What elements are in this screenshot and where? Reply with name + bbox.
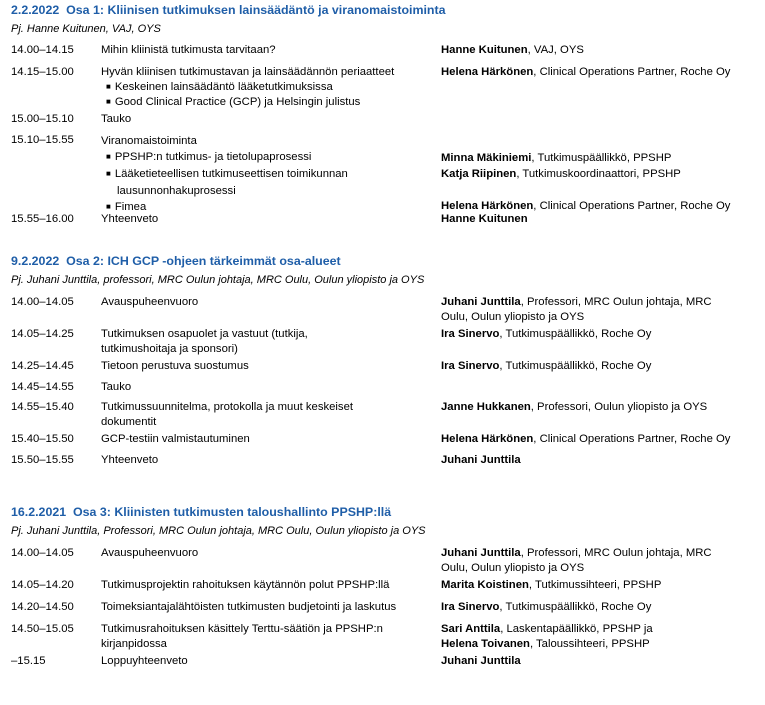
row-time: 14.55–15.40 [11,401,74,413]
section-heading: 16.2.2021 Osa 3: Kliinisten tutkimusten taloushallinto PPSHP:llä [11,505,392,519]
row-topic: Tietoon perustuva suostumus [101,360,249,372]
row-speaker: Juhani Junttila, Professori, MRC Oulun johtaja, MRC Oulu, Oulun yliopisto ja OYS [441,547,712,574]
row-speaker: Ira Sinervo, Tutkimuspäällikkö, Roche Oy [441,360,652,372]
row-time: 14.15–15.00 [11,66,74,78]
row-time: 14.00–14.15 [11,44,74,56]
row-speaker: Helena Härkönen, Clinical Operations Partner, Roche Oy [441,433,731,445]
row-speaker: Juhani Junttila [441,655,521,667]
topic-bullet: ■ Keskeinen lainsäädäntö lääketutkimuksissa [106,81,333,93]
row-topic: Yhteenveto [101,454,159,466]
row-time: 14.20–14.50 [11,601,74,613]
row-topic: Tutkimusprojektin rahoituksen käytännön polut PPSHP:llä [101,579,390,591]
row-topic: GCP-testiin valmistautuminen [101,433,250,445]
row-speaker: Marita Koistinen, Tutkimussihteeri, PPSHP [441,579,662,591]
section-chair: Pj. Hanne Kuitunen, VAJ, OYS [11,23,161,35]
row-time: 15.50–15.55 [11,454,74,466]
row-topic: Tauko [101,113,132,125]
row-speaker: Minna Mäkiniemi, Tutkimuspäällikkö, PPSHP Katja Riipinen, Tutkimuskoordinaattori, PPSHP Helena Härkönen, Clinical Operations Partner, Roche Oy [441,152,731,212]
topic-bullet: ■ Good Clinical Practice (GCP) ja Helsingin julistus [106,96,361,108]
section-chair: Pj. Juhani Junttila, professori, MRC Oulun johtaja, MRC Oulu, Oulun yliopisto ja OYS [11,274,425,286]
row-time: 15.40–15.50 [11,433,74,445]
row-topic: Hyvän kliinisen tutkimustavan ja lainsäädännön periaatteet ■ Keskeinen lainsäädäntö lääketutkimuksissa ■ Good Clinical Practice (GCP) ja Helsingin julistus [101,65,401,110]
row-topic: Tutkimusrahoituksen käsittely Terttu-säätiön ja PPSHP:n kirjanpidossa [101,623,383,650]
row-topic: Toimeksiantajalähtöisten tutkimusten budjetointi ja laskutus [101,601,397,613]
row-speaker: Hanne Kuitunen, VAJ, OYS [441,44,584,56]
row-time: 14.45–14.55 [11,381,74,393]
row-time: 14.00–14.05 [11,547,74,559]
row-topic: Tutkimussuunnitelma, protokolla ja muut keskeiset dokumentit [101,401,353,428]
row-time: 14.50–15.05 [11,623,74,635]
row-time: 14.00–14.05 [11,296,74,308]
row-speaker: Sari Anttila, Laskentapäällikkö, PPSHP ja Helena Toivanen, Taloussihteeri, PPSHP [441,623,653,650]
row-speaker: Hanne Kuitunen [441,213,528,225]
row-topic: Tauko [101,381,132,393]
row-topic: Viranomaistoiminta ■ PPSHP:n tutkimus- ja tietolupaprosessi ■ Lääketieteellisen tutkimuseettisen toimikunnan lausunnonhakuprosessi ■ Fimea [101,133,401,216]
row-speaker: Janne Hukkanen, Professori, Oulun yliopisto ja OYS [441,401,708,413]
row-speaker: Juhani Junttila [441,454,521,466]
topic-bullet: ■ PPSHP:n tutkimus- ja tietolupaprosessi [106,151,312,163]
section-heading: 9.2.2022 Osa 2: ICH GCP -ohjeen tärkeimmät osa-alueet [11,254,341,268]
row-time: 14.25–14.45 [11,360,74,372]
row-speaker: Juhani Junttila, Professori, MRC Oulun johtaja, MRC Oulu, Oulun yliopisto ja OYS [441,296,712,323]
row-time: 15.00–15.10 [11,113,74,125]
row-time: 14.05–14.20 [11,579,74,591]
row-topic: Tutkimuksen osapuolet ja vastuut (tutkija, tutkimushoitaja ja sponsori) [101,328,308,355]
topic-bullet: ■ Fimea [106,201,147,213]
row-topic: Avauspuheenvuoro [101,547,199,559]
row-topic: Loppuyhteenveto [101,655,188,667]
row-speaker: Helena Härkönen, Clinical Operations Partner, Roche Oy [441,66,731,78]
row-time: 15.10–15.55 [11,134,74,146]
row-topic: Mihin kliinistä tutkimusta tarvitaan? [101,44,276,56]
row-speaker: Ira Sinervo, Tutkimuspäällikkö, Roche Oy [441,328,652,340]
row-topic: Avauspuheenvuoro [101,296,199,308]
row-time: 14.05–14.25 [11,328,74,340]
topic-bullet: ■ Lääketieteellisen tutkimuseettisen toimikunnan lausunnonhakuprosessi [106,168,348,197]
section-heading: 2.2.2022 Osa 1: Kliinisen tutkimuksen lainsäädäntö ja viranomaistoiminta [11,3,446,17]
section-chair: Pj. Juhani Junttila, Professori, MRC Oulun johtaja, MRC Oulu, Oulun yliopisto ja OYS [11,525,426,537]
row-topic: Yhteenveto [101,213,159,225]
row-time: 15.55–16.00 [11,213,74,225]
row-time: –15.15 [11,655,46,667]
row-speaker: Ira Sinervo, Tutkimuspäällikkö, Roche Oy [441,601,652,613]
